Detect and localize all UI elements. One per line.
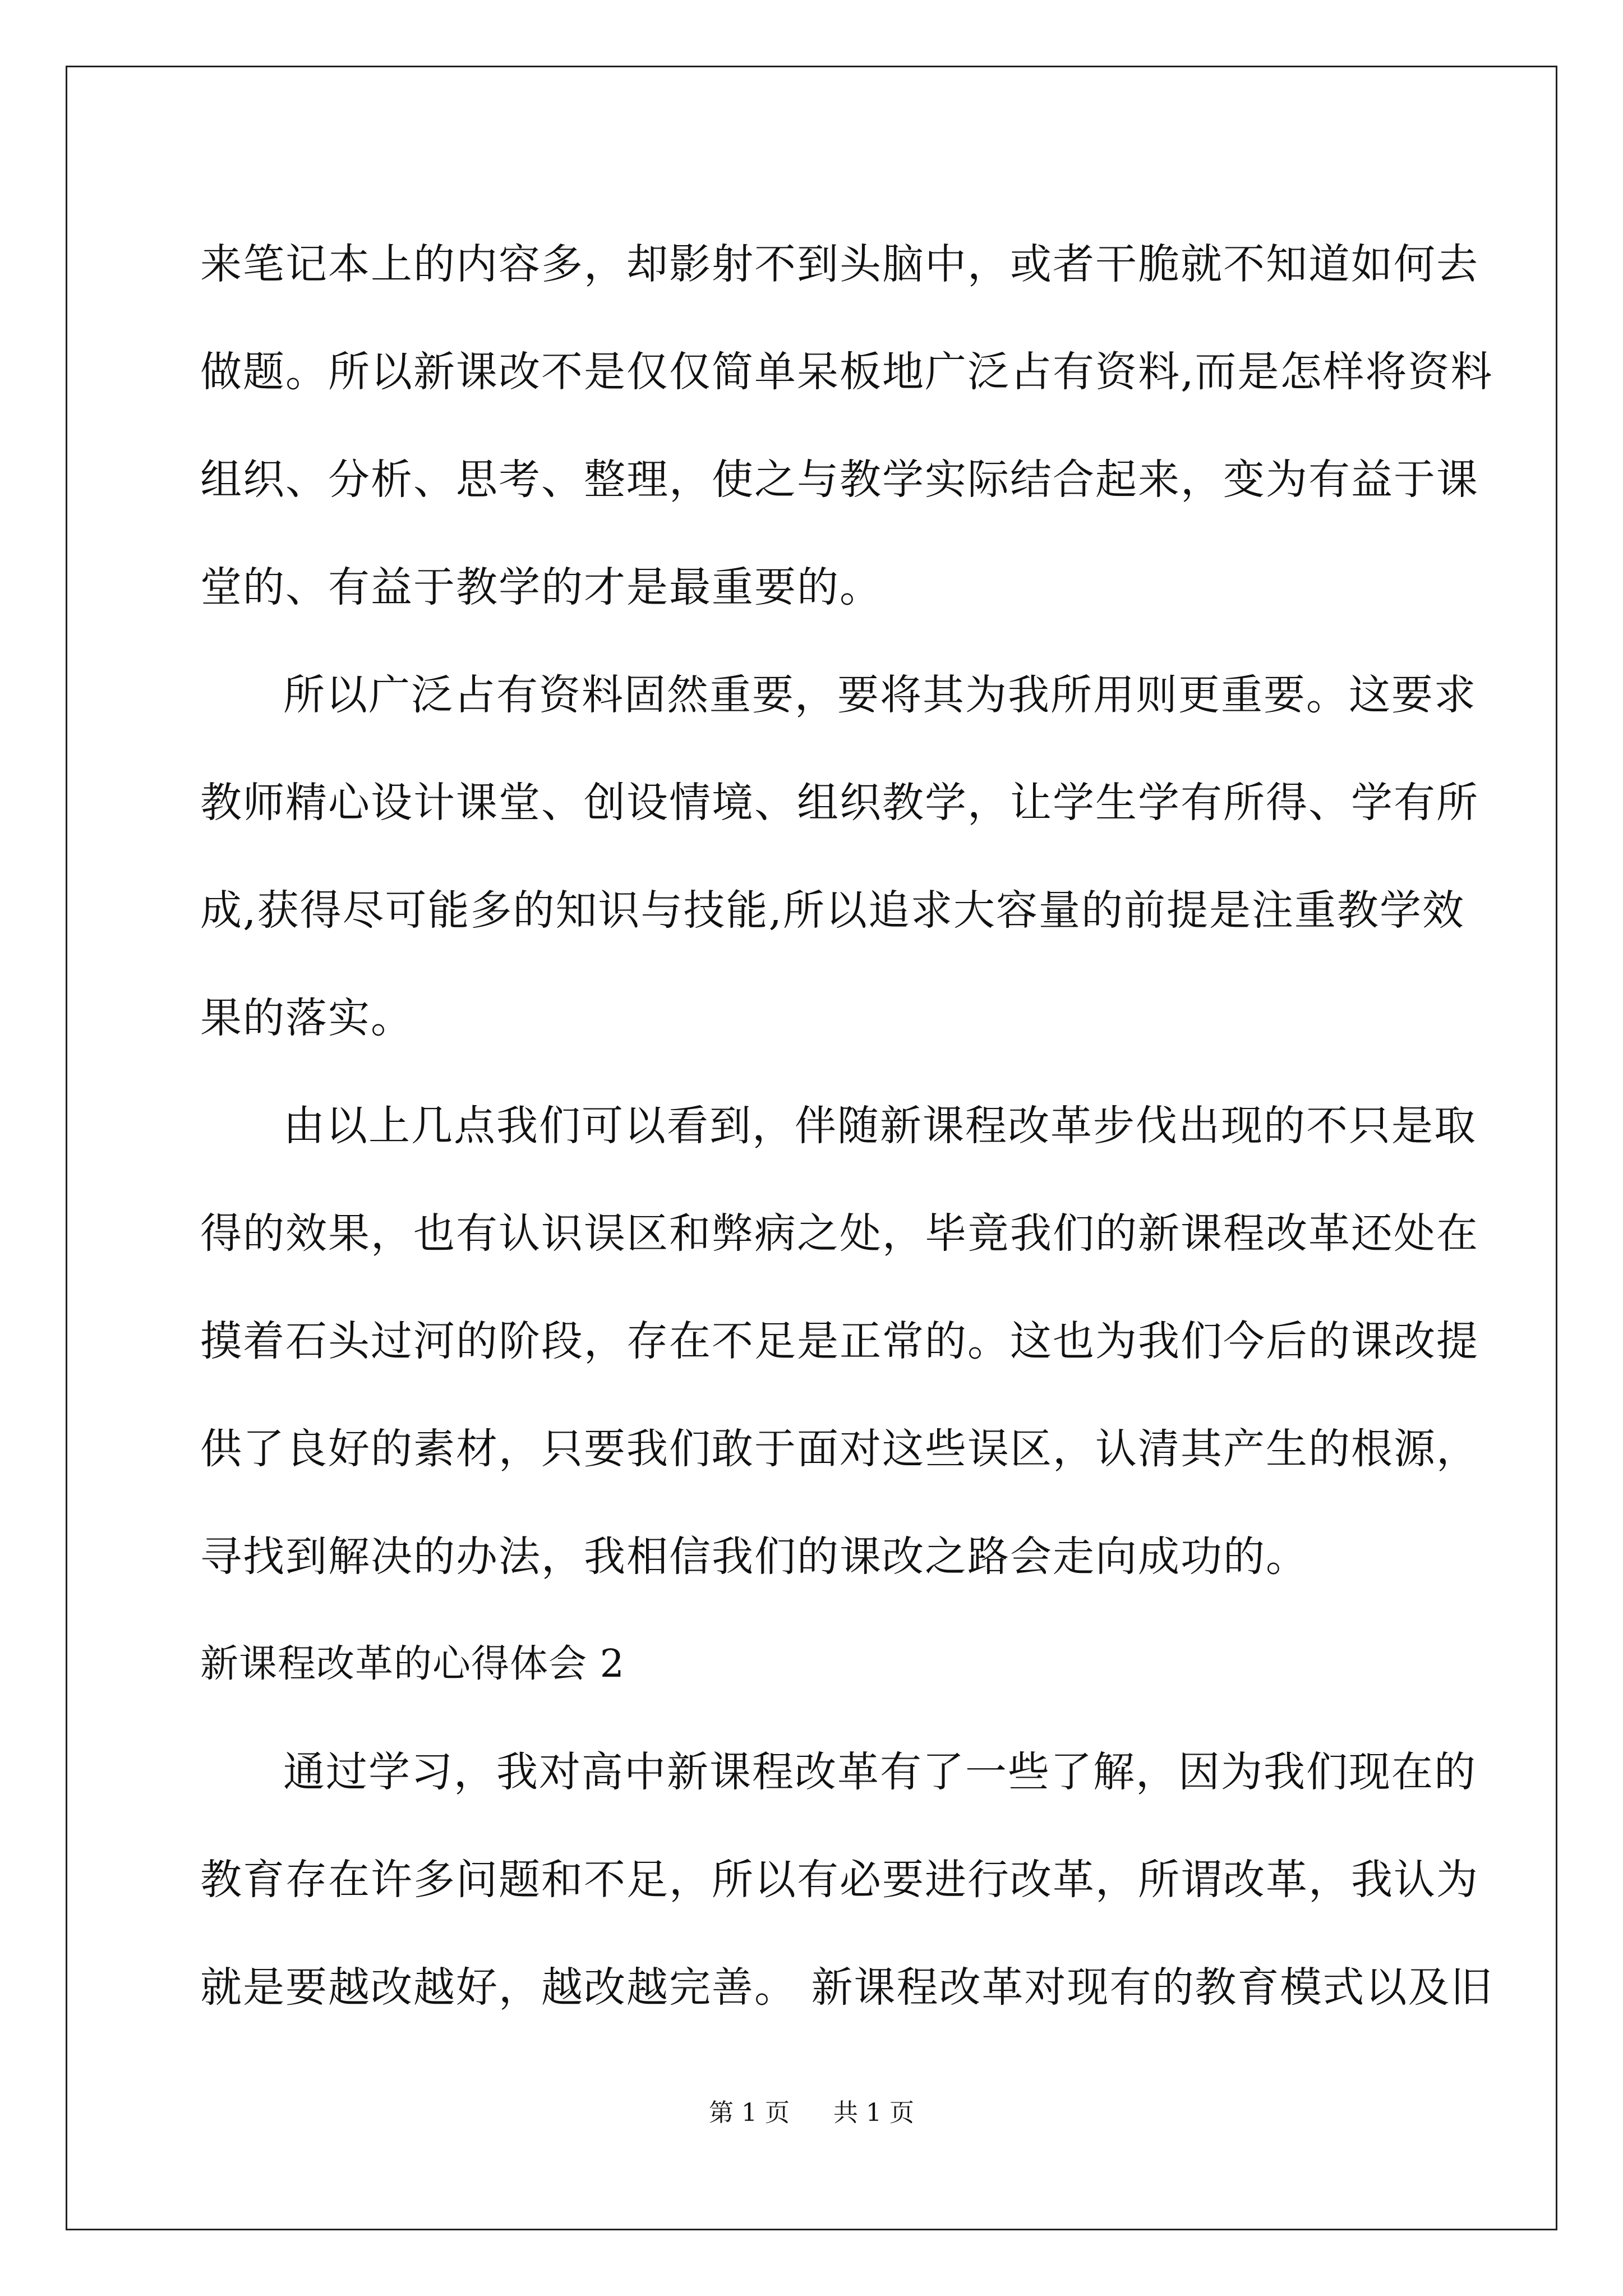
text-line: 寻找到解决的办法，我相信我们的课改之路会走向成功的。 [200,1533,1308,1581]
text-line: 就是要越改越好，越改越完善。 新课程改革对现有的教育模式以及旧 [200,1963,1493,2012]
text-line: 做题。所以新课改不是仅仅简单呆板地广泛占有资料,而是怎样将资料 [200,348,1493,396]
paragraph-start-line: 所以广泛占有资料固然重要，要将其为我所用则更重要。这要求 [283,671,1477,719]
document-body [200,210,1493,2041]
text-line: 教育存在许多问题和不足，所以有必要进行改革，所谓改革，我认为 [200,1856,1479,1904]
paragraph-start-line: 通过学习，我对高中新课程改革有了一些了解，因为我们现在的 [283,1748,1477,1796]
text-line: 摸着石头过河的阶段，存在不足是正常的。这也为我们今后的课改提 [200,1317,1479,1365]
text-line: 成,获得尽可能多的知识与技能,所以追求大容量的前提是注重教学效 [200,886,1465,935]
paragraph-start-line: 由以上几点我们可以看到，伴随新课程改革步伐出现的不只是取 [283,1102,1477,1150]
section-heading: 新课程改革的心得体会 2 [200,1642,625,1686]
page-footer [0,2092,1623,2128]
text-line: 供了良好的素材，只要我们敢于面对这些误区，认清其产生的根源， [200,1425,1479,1473]
text-line: 来笔记本上的内容多，却影射不到头脑中，或者干脆就不知道如何去 [200,240,1479,288]
page-total: 共 1 页 [833,2099,914,2127]
text-line: 堂的、有益于教学的才是最重要的。 [200,563,882,611]
text-line: 得的效果，也有认识误区和弊病之处，毕竟我们的新课程改革还处在 [200,1209,1479,1258]
page-number: 第 1 页 [709,2099,790,2127]
text-line: 教师精心设计课堂、创设情境、组织教学，让学生学有所得、学有所 [200,779,1479,827]
text-line: 组织、分析、思考、整理，使之与教学实际结合起来，变为有益于课 [200,455,1479,504]
text-line: 果的落实。 [200,994,413,1042]
